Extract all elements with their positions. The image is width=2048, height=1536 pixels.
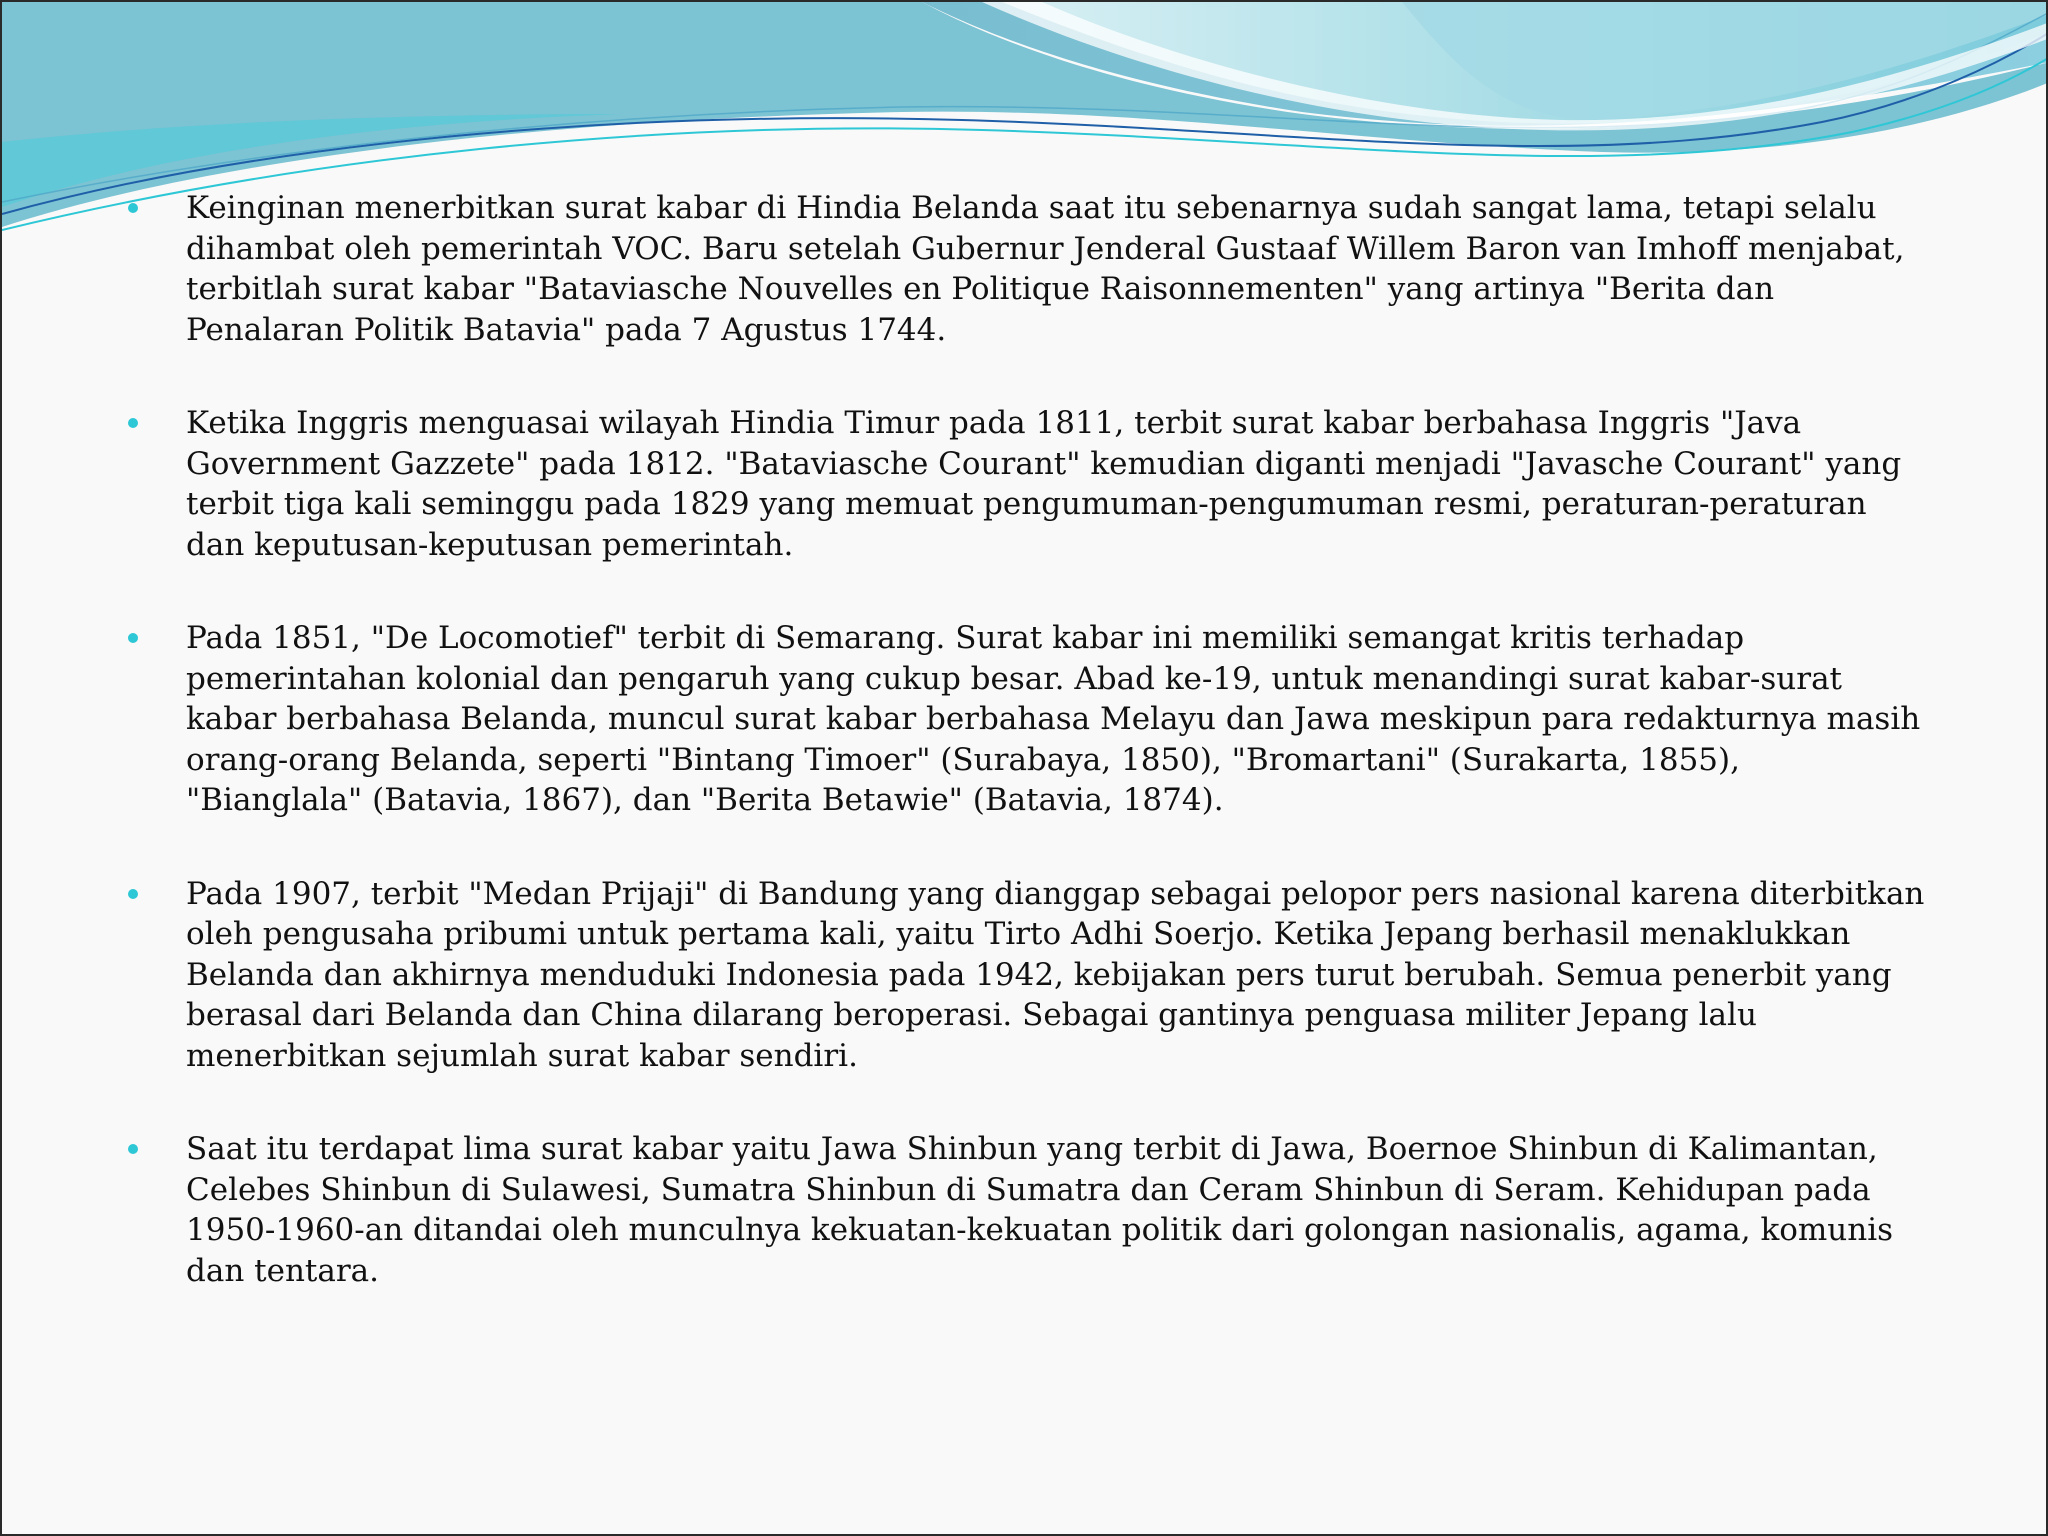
bullet-dot-icon <box>128 633 138 643</box>
bullet-dot-icon <box>128 889 138 899</box>
list-item <box>126 618 1926 821</box>
bullet-dot-icon <box>128 1144 138 1154</box>
bullet-text: Ketika Inggris menguasai wilayah Hindia Timur pada 1811, terbit surat kabar berbahasa Inggris "Java Government Gazzete" pada 1812. "Bataviasche Courant" kemudian diganti menjadi "Javasche Courant" yang terbit tiga kali seminggu pada 1829 yang memuat pengumuman-pengumuman resmi, peraturan-peraturan dan keputusan-keputusan pemerintah. <box>186 405 1902 563</box>
bullet-text: Pada 1907, terbit "Medan Prijaji" di Bandung yang dianggap sebagai pelopor pers nasional karena diterbitkan oleh pengusaha pribumi untuk pertama kali, yaitu Tirto Adhi Soerjo. Ketika Jepang berhasil menaklukkan Belanda dan akhirnya menduduki Indonesia pada 1942, kebijakan pers turut berubah. Semua penerbit yang berasal dari Belanda dan China dilarang beroperasi. Sebagai gantinya penguasa militer Jepang lalu menerbitkan sejumlah surat kabar sendiri. <box>186 875 1925 1074</box>
list-item <box>126 874 1926 1077</box>
list-item <box>126 188 1926 350</box>
bullet-text: Keinginan menerbitkan surat kabar di Hindia Belanda saat itu sebenarnya sudah sangat lama, tetapi selalu dihambat oleh pemerintah VOC. Baru setelah Gubernur Jenderal Gustaaf Willem Baron van Imhoff menjabat, terbitlah surat kabar "Bataviasche Nouvelles en Politique Raisonnementen" yang artinya "Berita dan Penalaran Politik Batavia" pada 7 Agustus 1744. <box>186 190 1905 348</box>
list-item <box>126 403 1926 565</box>
bullet-dot-icon <box>128 203 138 213</box>
slide-content <box>126 188 1926 1344</box>
bullet-list <box>126 188 1926 1291</box>
bullet-text: Pada 1851, "De Locomotief" terbit di Semarang. Surat kabar ini memiliki semangat kritis terhadap pemerintahan kolonial dan pengaruh yang cukup besar. Abad ke-19, untuk menandingi surat kabar-surat kabar berbahasa Belanda, muncul surat kabar berbahasa Melayu dan Jawa meskipun para redakturnya masih orang-orang Belanda, seperti "Bintang Timoer" (Surabaya, 1850), "Bromartani" (Surakarta, 1855), "Bianglala" (Batavia, 1867), dan "Berita Betawie" (Batavia, 1874). <box>186 620 1921 818</box>
bullet-dot-icon <box>128 418 138 428</box>
list-item <box>126 1129 1926 1291</box>
bullet-text: Saat itu terdapat lima surat kabar yaitu Jawa Shinbun yang terbit di Jawa, Boernoe Shinbun di Kalimantan, Celebes Shinbun di Sulawesi, Sumatra Shinbun di Sumatra dan Ceram Shinbun di Seram. Kehidupan pada 1950-1960-an ditandai oleh munculnya kekuatan-kekuatan politik dari golongan nasionalis, agama, komunis dan tentara. <box>186 1131 1894 1289</box>
